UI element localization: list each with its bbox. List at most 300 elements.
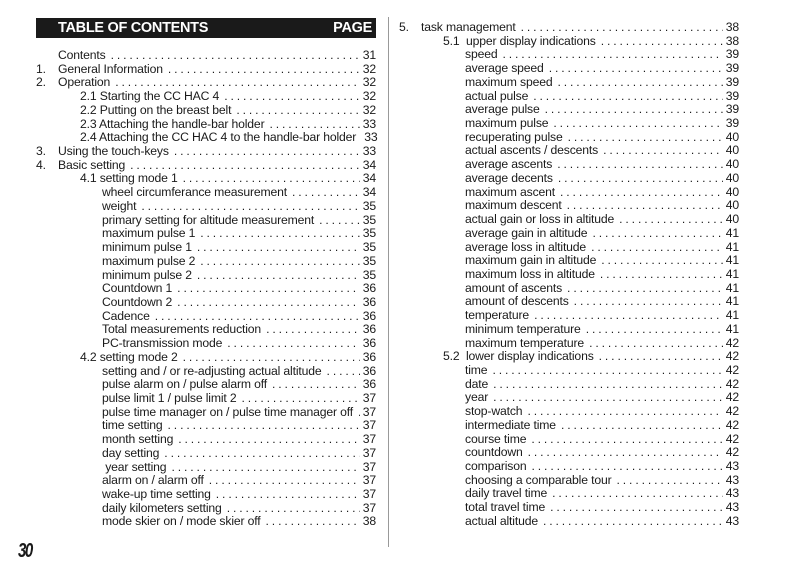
toc-entry-title: Using the touch-keys — [58, 144, 169, 159]
toc-leader-dots — [586, 323, 723, 337]
toc-entry-page: 33 — [364, 130, 378, 145]
toc-entry-title: speed — [465, 47, 498, 62]
toc-entry[interactable] — [399, 515, 739, 529]
toc-title: TABLE OF CONTENTS — [58, 20, 209, 36]
toc-entry-title: average ascents — [465, 157, 553, 172]
toc-entry-page: 41 — [725, 253, 739, 268]
toc-entry-title: 2.3 Attaching the handle-bar holder — [80, 116, 265, 131]
toc-leader-dots — [601, 254, 723, 268]
toc-leader-dots — [242, 392, 360, 406]
toc-entry-title: Operation — [58, 75, 111, 90]
toc-entry-page: 39 — [725, 88, 739, 103]
toc-leader-dots — [528, 446, 723, 460]
toc-entry-page: 35 — [362, 198, 376, 213]
toc-entry[interactable] — [36, 515, 376, 529]
toc-entry[interactable] — [36, 419, 376, 433]
toc-leader-dots — [272, 378, 360, 392]
toc-entry-title: maximum descent — [465, 198, 562, 213]
toc-leader-dots — [197, 241, 360, 255]
toc-entry[interactable] — [36, 118, 376, 132]
toc-left-column — [36, 18, 376, 529]
toc-entry[interactable] — [399, 268, 739, 282]
toc-entry-title: time — [465, 362, 488, 377]
toc-entry[interactable] — [399, 419, 739, 433]
toc-leader-dots — [209, 474, 360, 488]
toc-entry-title: Total measurements reduction — [102, 322, 262, 337]
toc-entry-title: actual ascents / descents — [465, 143, 599, 158]
toc-leader-dots — [171, 461, 359, 475]
toc-leader-dots — [567, 282, 723, 296]
toc-entry-title: maximum speed — [465, 74, 553, 89]
toc-leader-dots — [227, 502, 360, 516]
toc-entry-page: 37 — [362, 404, 376, 419]
toc-leader-dots — [493, 378, 723, 392]
toc-entry-page: 36 — [362, 377, 376, 392]
toc-entry[interactable] — [399, 350, 739, 364]
column-divider — [388, 17, 389, 547]
toc-entry[interactable] — [399, 282, 739, 296]
toc-leader-dots — [557, 158, 723, 172]
toc-leader-dots — [560, 186, 723, 200]
toc-entry-title: maximum ascent — [465, 184, 556, 199]
toc-entry-title: year — [465, 390, 489, 405]
toc-entry-number: 5. — [399, 20, 409, 34]
toc-entry-title: maximum pulse — [465, 116, 549, 131]
toc-entry-page: 32 — [362, 102, 376, 117]
toc-entry-title: average speed — [465, 61, 544, 76]
toc-entry-page: 40 — [725, 198, 739, 213]
toc-leader-dots — [358, 406, 360, 420]
toc-leader-dots — [619, 213, 723, 227]
toc-entry-page: 33 — [362, 116, 376, 131]
toc-entry-title: actual pulse — [465, 88, 529, 103]
toc-entry-title: temperature — [465, 308, 530, 323]
toc-entry[interactable] — [36, 392, 376, 406]
toc-entry-page: 41 — [725, 266, 739, 281]
toc-entry-title: amount of descents — [465, 294, 569, 309]
toc-leader-dots — [527, 405, 722, 419]
toc-entry-title: recuperating pulse — [465, 129, 563, 144]
toc-leader-dots — [183, 351, 360, 365]
toc-entry-page: 42 — [725, 362, 739, 377]
toc-entry-page: 35 — [362, 267, 376, 282]
toc-entry-page: 39 — [725, 74, 739, 89]
toc-entry-page: 42 — [725, 335, 739, 350]
toc-entry-title: weight — [102, 198, 137, 213]
toc-entry[interactable] — [399, 103, 739, 117]
toc-entry[interactable] — [36, 63, 376, 77]
toc-entry-page: 40 — [725, 129, 739, 144]
toc-entry-page: 42 — [725, 445, 739, 460]
toc-leader-dots — [502, 48, 722, 62]
toc-entry[interactable] — [399, 323, 739, 337]
toc-leader-dots — [269, 118, 359, 132]
toc-leader-dots — [493, 391, 723, 405]
toc-leader-dots — [603, 144, 723, 158]
toc-entry-title: minimum pulse 2 — [102, 267, 192, 282]
toc-leader-dots — [111, 49, 360, 63]
toc-entry[interactable] — [399, 474, 739, 488]
toc-entry-page: 36 — [362, 281, 376, 296]
toc-entry-page: 36 — [362, 308, 376, 323]
toc-leader-dots — [177, 282, 360, 296]
toc-entry-title: alarm on / alarm off — [102, 473, 204, 488]
toc-entry[interactable] — [399, 405, 739, 419]
toc-leader-dots — [550, 501, 723, 515]
toc-entry-page: 37 — [362, 445, 376, 460]
toc-entry-title: maximum gain in altitude — [465, 253, 597, 268]
toc-leader-dots — [183, 172, 360, 186]
toc-entry-title: 4.1 setting mode 1 — [80, 171, 178, 186]
toc-entry-title: month setting — [102, 432, 174, 447]
toc-entry[interactable] — [399, 446, 739, 460]
toc-leader-dots — [177, 296, 360, 310]
toc-leader-dots — [216, 488, 360, 502]
toc-entry-title: setting and / or re-adjusting actual altitude — [102, 363, 322, 378]
toc-leader-dots — [531, 433, 722, 447]
toc-entry-page: 42 — [725, 376, 739, 391]
toc-entry-page: 42 — [725, 417, 739, 432]
toc-entry[interactable] — [36, 461, 376, 475]
toc-entry-title: day setting — [102, 445, 160, 460]
toc-entry-title: 5.2 lower display indications — [443, 349, 594, 364]
toc-entry[interactable] — [399, 378, 739, 392]
toc-entry[interactable] — [36, 131, 376, 145]
toc-entry[interactable] — [399, 460, 739, 474]
toc-entry-page: 33 — [362, 144, 376, 159]
toc-entry-page: 37 — [362, 418, 376, 433]
toc-entry-page: 35 — [362, 240, 376, 255]
toc-entry-title: PC-transmission mode — [102, 336, 223, 351]
toc-entry[interactable] — [36, 447, 376, 461]
toc-page-label: PAGE — [333, 20, 372, 36]
toc-entry-page: 43 — [725, 472, 739, 487]
toc-entry[interactable] — [36, 49, 376, 63]
toc-entry[interactable] — [36, 296, 376, 310]
toc-entry-title: primary setting for altitude measurement — [102, 212, 315, 227]
toc-entry-page: 40 — [725, 157, 739, 172]
toc-entry-page: 39 — [725, 116, 739, 131]
toc-entry[interactable] — [399, 90, 739, 104]
toc-entry-page: 36 — [362, 363, 376, 378]
toc-entry[interactable] — [36, 241, 376, 255]
toc-entry-page: 41 — [725, 308, 739, 323]
toc-leader-dots — [492, 364, 722, 378]
toc-entry-page: 37 — [362, 487, 376, 501]
toc-leader-dots — [174, 145, 360, 159]
toc-leader-dots — [534, 309, 723, 323]
toc-leader-dots — [292, 186, 360, 200]
toc-entry[interactable] — [36, 227, 376, 241]
toc-entry[interactable] — [36, 474, 376, 488]
toc-entry[interactable] — [36, 502, 376, 516]
toc-entry-title: amount of ascents — [465, 280, 563, 295]
toc-leader-dots — [567, 199, 723, 213]
toc-entry[interactable] — [399, 62, 739, 76]
toc-entry-page: 35 — [362, 212, 376, 227]
toc-entry[interactable] — [399, 48, 739, 62]
toc-leader-dots — [592, 227, 722, 241]
toc-leader-dots — [266, 323, 360, 337]
toc-entry[interactable] — [399, 364, 739, 378]
toc-entry-title: pulse time manager on / pulse time manager off — [102, 404, 353, 419]
toc-leader-dots — [574, 295, 723, 309]
toc-entry-page: 37 — [362, 473, 376, 488]
toc-entry-title: pulse alarm on / pulse alarm off — [102, 377, 268, 392]
toc-entry[interactable] — [399, 309, 739, 323]
toc-entry-page: 37 — [362, 390, 376, 405]
toc-entry-title: average gain in altitude — [465, 225, 588, 240]
toc-entry[interactable] — [36, 365, 376, 379]
toc-entry-title: actual altitude — [465, 513, 538, 528]
toc-entry-page: 37 — [362, 432, 376, 447]
toc-entry-page: 40 — [725, 143, 739, 158]
toc-entry[interactable] — [399, 172, 739, 186]
toc-leader-dots — [545, 103, 723, 117]
toc-entry[interactable] — [36, 145, 376, 159]
toc-entry[interactable] — [36, 310, 376, 324]
toc-entry-title: maximum pulse 2 — [102, 253, 196, 268]
toc-entry[interactable] — [399, 76, 739, 90]
toc-entry-title: minimum pulse 1 — [102, 240, 192, 255]
toc-left-entries — [36, 49, 376, 529]
toc-entry-page: 43 — [725, 513, 739, 528]
toc-leader-dots — [200, 255, 359, 269]
toc-entry-title: 4.2 setting mode 2 — [80, 349, 178, 364]
toc-entry-title: Basic setting — [58, 157, 126, 172]
toc-entry-page: 36 — [362, 349, 376, 364]
toc-entry-page: 34 — [362, 185, 376, 200]
toc-leader-dots — [601, 35, 723, 49]
toc-entry-title: Cadence — [102, 308, 150, 323]
toc-entry-page: 34 — [362, 157, 376, 172]
toc-leader-dots — [558, 172, 723, 186]
toc-entry-title: maximum temperature — [465, 335, 585, 350]
toc-leader-dots — [141, 200, 359, 214]
toc-entry-title: maximum pulse 1 — [102, 226, 196, 241]
toc-entry-title: choosing a comparable tour — [465, 472, 612, 487]
toc-leader-dots — [543, 515, 723, 529]
toc-entry[interactable] — [36, 406, 376, 420]
toc-entry-page: 42 — [725, 431, 739, 446]
toc-entry[interactable] — [399, 35, 739, 49]
toc-entry-page: 41 — [725, 225, 739, 240]
toc-entry[interactable] — [36, 186, 376, 200]
toc-entry-title: task management — [421, 20, 516, 34]
toc-entry-title: Countdown 2 — [102, 294, 173, 309]
toc-entry-page: 41 — [725, 239, 739, 254]
toc-entry[interactable] — [36, 378, 376, 392]
toc-entry-page: 32 — [362, 75, 376, 90]
toc-entry-page: 37 — [362, 500, 376, 515]
toc-entry-title: 5.1 upper display indications — [443, 33, 596, 48]
toc-entry[interactable] — [36, 255, 376, 269]
toc-entry[interactable] — [399, 213, 739, 227]
toc-leader-dots — [115, 76, 360, 90]
toc-leader-dots — [552, 487, 723, 501]
toc-leader-dots — [521, 21, 723, 35]
toc-entry-page: 40 — [725, 184, 739, 199]
toc-entry-page: 37 — [362, 459, 376, 474]
toc-entry[interactable] — [36, 269, 376, 283]
toc-leader-dots — [557, 76, 722, 90]
toc-leader-dots — [617, 474, 723, 488]
toc-header — [36, 18, 376, 38]
toc-entry-page: 39 — [725, 61, 739, 76]
toc-entry-page: 39 — [725, 102, 739, 117]
toc-entry-page: 32 — [362, 89, 376, 104]
toc-leader-dots — [549, 62, 723, 76]
toc-entry-number: 3. — [36, 144, 46, 159]
toc-leader-dots — [227, 337, 359, 351]
toc-entry-page: 42 — [725, 349, 739, 364]
toc-entry-title: Contents — [58, 48, 106, 62]
toc-leader-dots — [591, 241, 723, 255]
toc-leader-dots — [599, 350, 723, 364]
toc-entry-title: minimum temperature — [465, 321, 581, 336]
toc-entry-page: 43 — [725, 459, 739, 473]
toc-entry-page: 36 — [362, 294, 376, 309]
toc-leader-dots — [200, 227, 359, 241]
toc-entry-page: 42 — [725, 404, 739, 419]
toc-entry-title: stop-watch — [465, 404, 523, 419]
toc-leader-dots — [561, 419, 723, 433]
toc-leader-dots — [533, 90, 722, 104]
toc-leader-dots — [168, 419, 360, 433]
toc-entry[interactable] — [399, 199, 739, 213]
toc-entry-number: 1. — [36, 61, 46, 76]
toc-entry-title: 2.2 Putting on the breast belt — [80, 102, 232, 117]
toc-entry-title: wheel circumferance measurement — [102, 185, 288, 200]
toc-entry[interactable] — [399, 21, 739, 35]
toc-entry-page: 40 — [725, 170, 739, 185]
toc-entry[interactable] — [399, 295, 739, 309]
toc-entry-page: 38 — [725, 33, 739, 48]
toc-right-column — [399, 18, 739, 529]
toc-entry[interactable] — [399, 254, 739, 268]
toc-leader-dots — [155, 310, 360, 324]
toc-entry-number: 4. — [36, 157, 46, 172]
toc-leader-dots — [327, 365, 360, 379]
toc-leader-dots — [589, 337, 723, 351]
toc-entry-title: daily kilometers setting — [102, 500, 222, 515]
toc-entry-title: comparison — [465, 459, 527, 473]
toc-entry-page: 34 — [362, 171, 376, 186]
toc-leader-dots — [197, 269, 360, 283]
toc-leader-dots — [236, 104, 359, 118]
toc-leader-dots — [600, 268, 723, 282]
toc-leader-dots — [168, 63, 360, 77]
toc-entry[interactable] — [36, 90, 376, 104]
toc-entry-title: actual gain or loss in altitude — [465, 212, 615, 227]
toc-leader-dots — [532, 460, 723, 474]
toc-entry[interactable] — [36, 172, 376, 186]
toc-entry-title: average decents — [465, 170, 553, 185]
toc-entry-page: 36 — [362, 336, 376, 351]
toc-entry[interactable] — [36, 488, 376, 502]
toc-right-entries — [399, 21, 739, 529]
toc-entry[interactable] — [36, 433, 376, 447]
toc-entry-title: year setting — [102, 459, 167, 474]
toc-entry[interactable] — [36, 337, 376, 351]
toc-entry-page: 36 — [362, 322, 376, 337]
toc-entry-title: maximum loss in altitude — [465, 266, 595, 281]
toc-entry-page: 43 — [725, 486, 739, 501]
toc-entry-page: 38 — [362, 514, 376, 529]
toc-entry[interactable] — [399, 144, 739, 158]
toc-entry-page: 41 — [725, 321, 739, 336]
toc-entry-title: total travel time — [465, 500, 546, 515]
toc-entry[interactable] — [36, 323, 376, 337]
toc-entry-title: course time — [465, 431, 527, 446]
toc-entry[interactable] — [399, 487, 739, 501]
toc-entry-page: 32 — [362, 61, 376, 76]
toc-leader-dots — [164, 447, 359, 461]
toc-entry[interactable] — [399, 433, 739, 447]
toc-entry-page: 31 — [362, 48, 376, 62]
toc-entry-title: daily travel time — [465, 486, 548, 501]
toc-entry-title: Countdown 1 — [102, 281, 173, 296]
toc-entry-page: 40 — [725, 212, 739, 227]
toc-entry[interactable] — [399, 186, 739, 200]
toc-entry[interactable] — [399, 337, 739, 351]
toc-entry-title: pulse limit 1 / pulse limit 2 — [102, 390, 237, 405]
toc-leader-dots — [319, 214, 360, 228]
toc-entry-title: time setting — [102, 418, 163, 433]
toc-entry-title: 2.4 Attaching the CC HAC 4 to the handle-bar holder — [80, 130, 357, 145]
toc-entry-page: 42 — [725, 390, 739, 405]
toc-entry-title: wake-up time setting — [102, 487, 211, 501]
toc-entry[interactable] — [399, 391, 739, 405]
toc-entry[interactable] — [36, 351, 376, 365]
toc-entry-number: 2. — [36, 75, 46, 90]
toc-entry-title: 2.1 Starting the CC HAC 4 — [80, 89, 220, 104]
toc-entry-page: 41 — [725, 294, 739, 309]
toc-entry-title: General Information — [58, 61, 163, 76]
toc-entry-title: intermediate time — [465, 417, 556, 432]
toc-entry-title: average pulse — [465, 102, 540, 117]
toc-entry-page: 35 — [362, 226, 376, 241]
toc-entry-page: 38 — [725, 20, 739, 34]
toc-entry-page: 35 — [362, 253, 376, 268]
toc-leader-dots — [553, 117, 722, 131]
toc-entry-page: 43 — [725, 500, 739, 515]
toc-entry[interactable] — [399, 227, 739, 241]
toc-leader-dots — [178, 433, 360, 447]
toc-leader-dots — [266, 515, 360, 529]
toc-entry[interactable] — [36, 104, 376, 118]
toc-leader-dots — [568, 131, 723, 145]
toc-leader-dots — [130, 159, 360, 173]
toc-entry[interactable] — [399, 501, 739, 515]
toc-entry[interactable] — [36, 76, 376, 90]
toc-entry[interactable] — [399, 117, 739, 131]
toc-entry[interactable] — [399, 158, 739, 172]
toc-entry-page: 41 — [725, 280, 739, 295]
toc-entry[interactable] — [399, 241, 739, 255]
toc-entry[interactable] — [36, 200, 376, 214]
toc-entry-title: average loss in altitude — [465, 239, 587, 254]
toc-entry-title: date — [465, 376, 489, 391]
toc-entry-page: 39 — [725, 47, 739, 62]
toc-entry[interactable] — [36, 159, 376, 173]
toc-entry[interactable] — [36, 282, 376, 296]
toc-entry-title: countdown — [465, 445, 523, 460]
toc-entry[interactable] — [36, 214, 376, 228]
page-number: 30 — [18, 540, 32, 562]
toc-entry[interactable] — [399, 131, 739, 145]
toc-leader-dots — [224, 90, 360, 104]
